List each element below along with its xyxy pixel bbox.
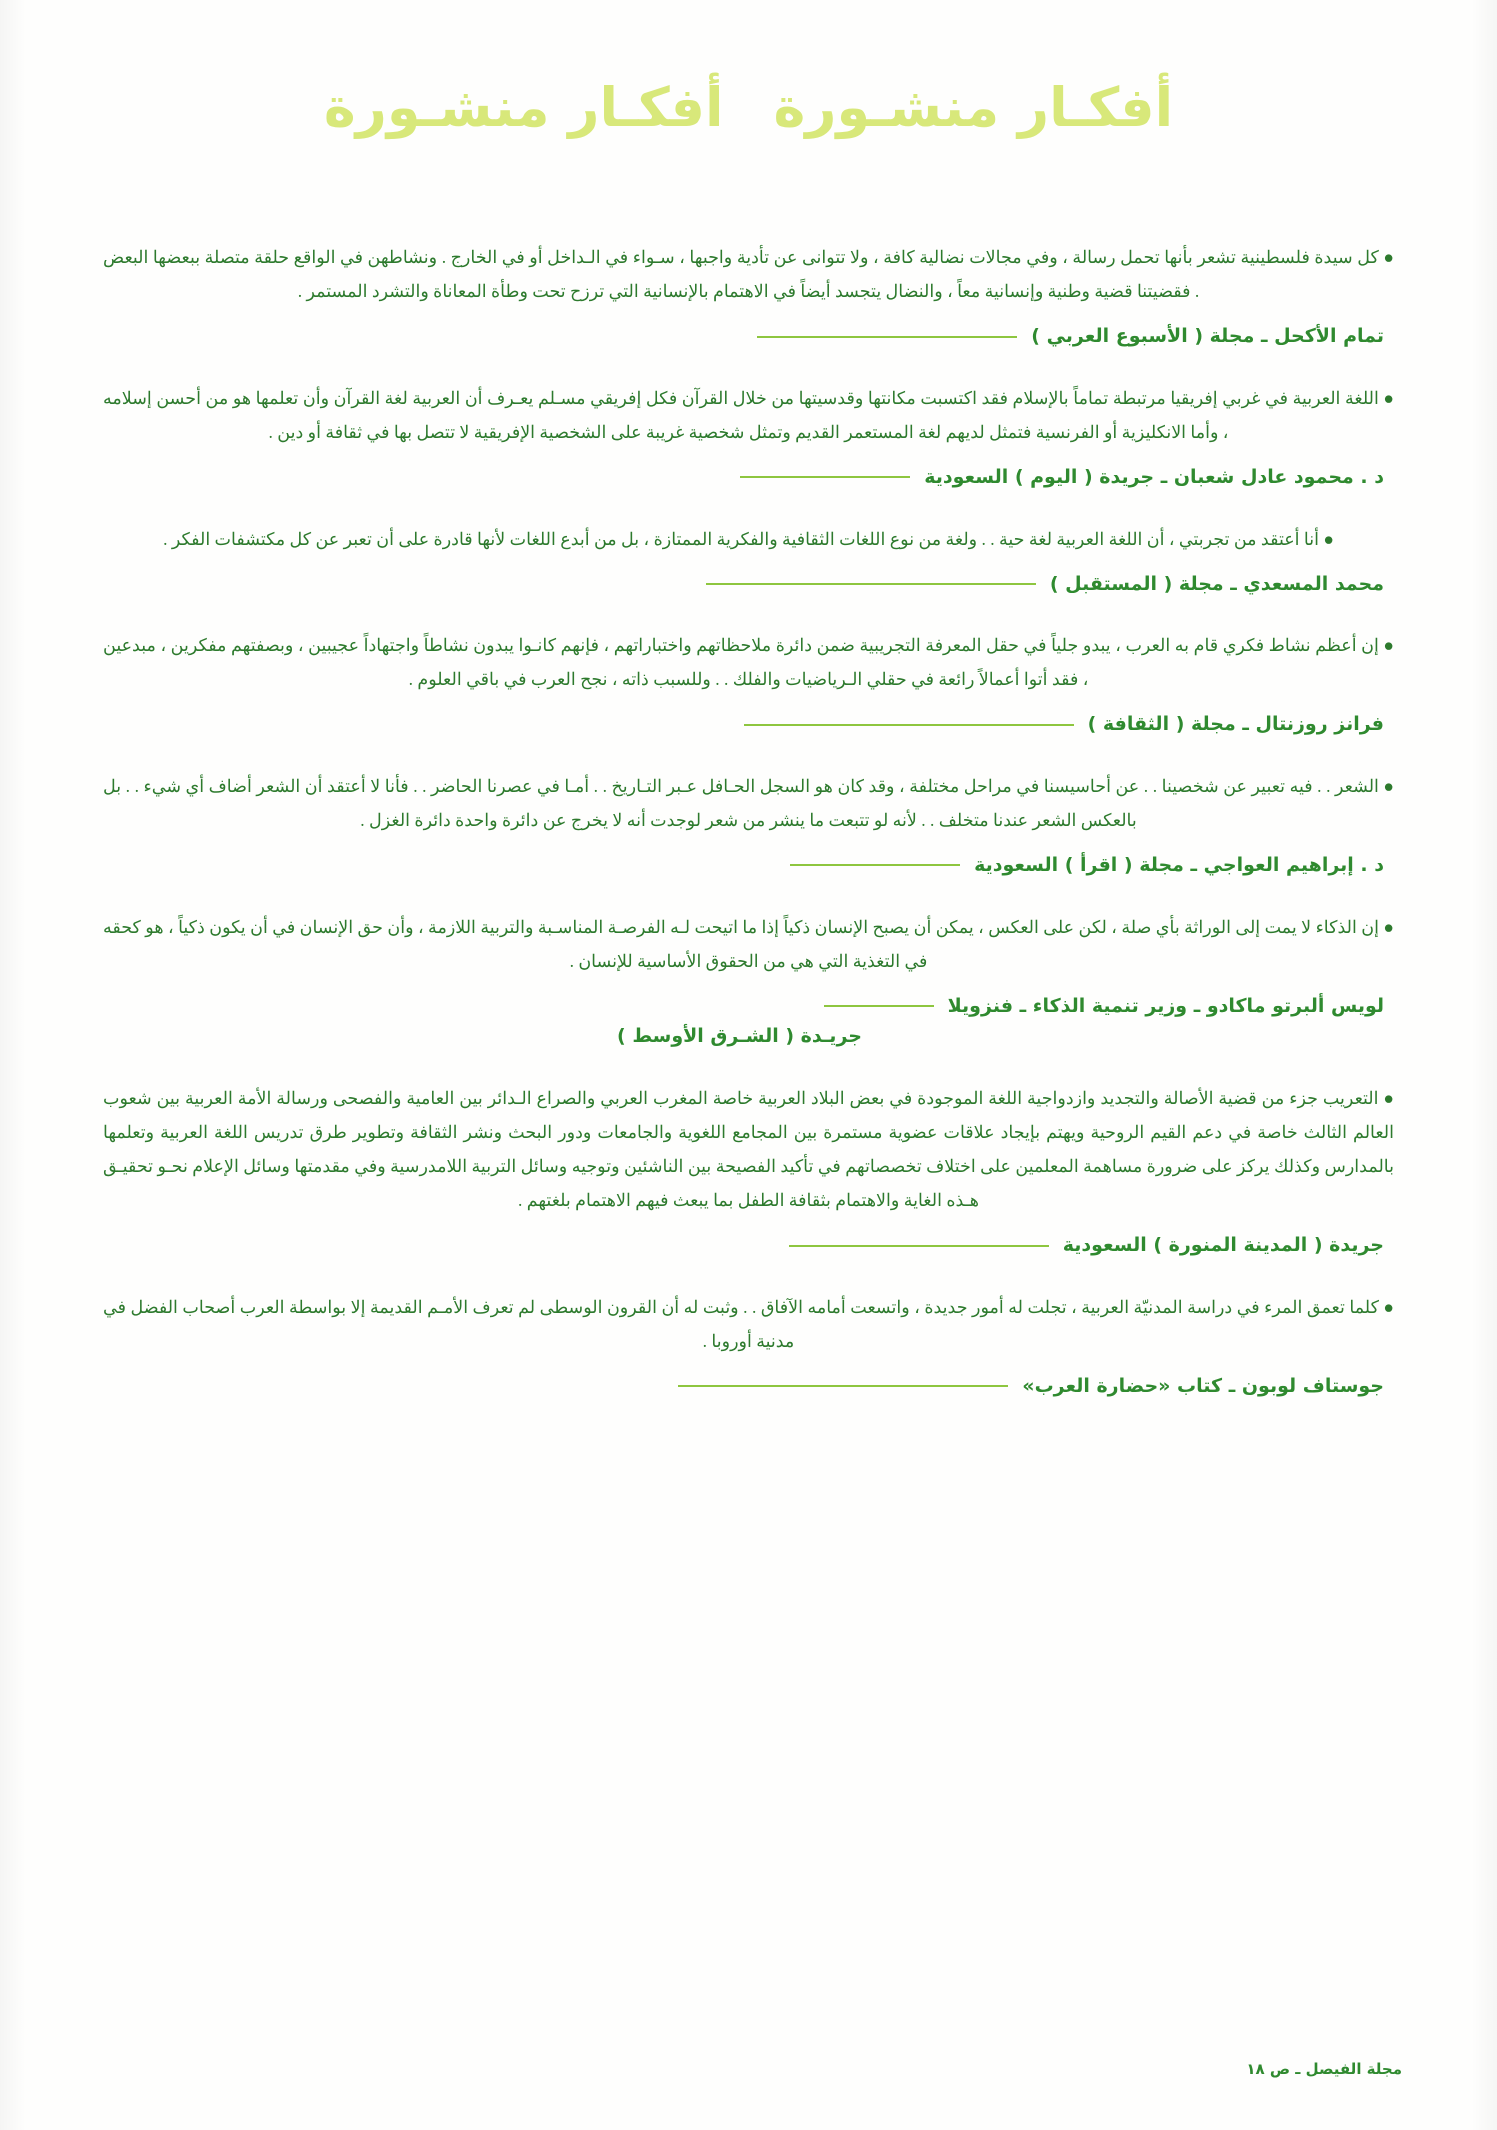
- attribution-text: د . إبراهيم العواجي ـ مجلة ( اقرأ ) السعودية: [974, 854, 1384, 877]
- page-footer: مجلة الفيصل ـ ص ١٨: [1246, 2060, 1402, 2078]
- quote-block: [95, 381, 1402, 492]
- quote-block: [95, 769, 1402, 880]
- quote-text: ● إن أعظم نشاط فكري قام به العرب ، يبدو جلياً في حقل المعرفة التجريبية ضمن دائرة ملاحظاتهم واختباراتهم ، فإنهم كانـوا يبدون نشاطاً واجتهاداً عجيبين ، وبصفتهم مفكرين ، مبدعين ، فقد أتوا أعمالاً رائعة في حقلي الـرياضيات والفلك . . وللسبب ذاته ، نجح العرب في باقي العلوم .: [103, 635, 1394, 690]
- attribution-text: لويس ألبرتو ماكادو ـ وزير تنمية الذكاء ـ فنزويلا: [947, 994, 1384, 1017]
- quote-text: ● اللغة العربية في غربي إفريقيا مرتبطة تماماً بالإسلام فقد اكتسبت مكانتها وقدسيتها من خلال القرآن فكل إفريقي مسـلم يعـرف أن العربية لغة القرآن وأن تعلمها هو من أحسن إسلامه ، وأما الانكليزية أو الفرنسية فتمثل لديهم لغة المستعمر القديم وتمثل شخصية غريبة على الشخصية الإفريقية لا تتصل بها في ثقافة أو دين .: [103, 387, 1394, 442]
- quote-block: [95, 1081, 1402, 1260]
- attribution-rule: [789, 1245, 1049, 1247]
- attribution-text: د . محمود عادل شعبان ـ جريدة ( اليوم ) السعودية: [924, 466, 1384, 488]
- quote-attribution: [95, 851, 1402, 880]
- quote-text: ● أنا أعتقد من تجربتي ، أن اللغة العربية لغة حية . . ولغة من نوع اللغات الثقافية والفكرية الممتازة ، بل من أبدع اللغات لأنها قادرة على أن تعبر عن كل مكتشفات الفكر .: [163, 528, 1334, 549]
- quote-attribution: [95, 570, 1402, 599]
- quote-block: [95, 522, 1402, 599]
- attribution-rule: [706, 583, 1036, 585]
- quote-attribution: [95, 710, 1402, 739]
- quote-attribution: [95, 1372, 1402, 1401]
- quote-attribution: [95, 322, 1402, 351]
- attribution-rule: [757, 336, 1017, 338]
- attribution-text: محمد المسعدي ـ مجلة ( المستقبل ): [1049, 572, 1384, 595]
- masthead-title-1: أفكـار منشـورة: [773, 76, 1174, 139]
- page-edge-shadow-left: [0, 0, 26, 2130]
- attribution-text: فرانز روزنتال ـ مجلة ( الثقافة ): [1087, 713, 1384, 736]
- attribution-text-line2: جريـدة ( الشـرق الأوسط ): [617, 1025, 862, 1048]
- attribution-text: تمام الأكحل ـ مجلة ( الأسبوع العربي ): [1031, 325, 1384, 348]
- masthead: [0, 78, 1497, 137]
- page-edge-shadow-right: [1471, 0, 1497, 2130]
- quote-text: ● كلما تعمق المرء في دراسة المدنيّة العربية ، تجلت له أمور جديدة ، واتسعت أمامه الآفاق . . وثبت له أن القرون الوسطى لم تعرف الأمـم القديمة إلا بواسطة العرب أصحاب الفضل في مدنية أوروبا .: [103, 1296, 1394, 1351]
- article-body: [95, 240, 1402, 1431]
- quote-text: ● التعريب جزء من قضية الأصالة والتجديد وازدواجية اللغة الموجودة في بعض البلاد العربية خاصة المغرب العربي والصراع الـدائر بين العامية والفصحى ورسالة الأمة العربية بين شعوب العالم الثالث خاصة في دعم القيم الروحية ويهتم بإيجاد علاقات عضوية مستمرة بين المجامع اللغوية والجامعات ودور البحث ونشر الثقافة وتطوير طرق تدريس اللغة العربية وتعلمها بالمدارس وكذلك يركز على ضرورة مساهمة المعلمين على اختلاف تخصصاتهم في تأكيد الفصيحة بين الناشئين وتوجيه وسائل التربية اللامدرسية وفي مقدمتها وسائل الإعلام نحـو تحقيـق هـذه الغاية والاهتمام بثقافة الطفل بما يبعث فيهم الاهتمام بلغتهم .: [103, 1087, 1394, 1211]
- attribution-text: جوستاف لوبون ـ كتاب «حضارة العرب»: [1022, 1375, 1384, 1398]
- quote-attribution: [95, 1231, 1402, 1260]
- attribution-rule: [740, 476, 910, 478]
- quote-block: [95, 1290, 1402, 1401]
- attribution-rule: [824, 1005, 934, 1007]
- quote-text: ● الشعر . . فيه تعبير عن شخصينا . . عن أحاسيسنا في مراحل مختلفة ، وقد كان هو السجل الحـافل عـبر التـاريخ . . أمـا في عصرنا الحاضر . . فأنا لا أعتقد أن الشعر أضاف أي شيء . . بل بالعكس الشعر عندنا متخلف . . لأنه لو تتبعت ما ينشر من شعر لوجدت أنه لا يخرج عن دائرة واحدة دائرة الغزل .: [103, 775, 1394, 830]
- masthead-title-2: أفكـار منشـورة: [323, 76, 724, 139]
- quote-block: [95, 240, 1402, 351]
- quote-block: [95, 628, 1402, 739]
- quote-block: [95, 910, 1402, 1051]
- attribution-rule: [744, 724, 1074, 726]
- quote-attribution: [95, 463, 1402, 492]
- attribution-rule: [790, 864, 960, 866]
- attribution-rule: [678, 1385, 1008, 1387]
- quote-text: ● كل سيدة فلسطينية تشعر بأنها تحمل رسالة ، وفي مجالات نضالية كافة ، ولا تتوانى عن تأدية واجبها ، سـواء في الـداخل أو في الخارج . ونشاطهن في الواقع حلقة متصلة ببعضها البعض . فقضيتنا قضية وطنية وإنسانية معاً ، والنضال يتجسد أيضاً في الاهتمام بالإنسانية التي ترزح تحت وطأة المعاناة والتشرد المستمر .: [103, 247, 1394, 302]
- quote-text: ● إن الذكاء لا يمت إلى الوراثة بأي صلة ، لكن على العكس ، يمكن أن يصبح الإنسان ذكياً إذا ما اتيحت لـه الفرصـة المناسـبة والتربية اللازمة ، وأن حق الإنسان في أن يكون ذكياً ، هو كحقه في التغذية التي هي من الحقوق الأساسية للإنسان .: [103, 916, 1394, 971]
- quote-attribution: [95, 992, 1402, 1051]
- attribution-text: جريدة ( المدينة المنورة ) السعودية: [1062, 1234, 1384, 1257]
